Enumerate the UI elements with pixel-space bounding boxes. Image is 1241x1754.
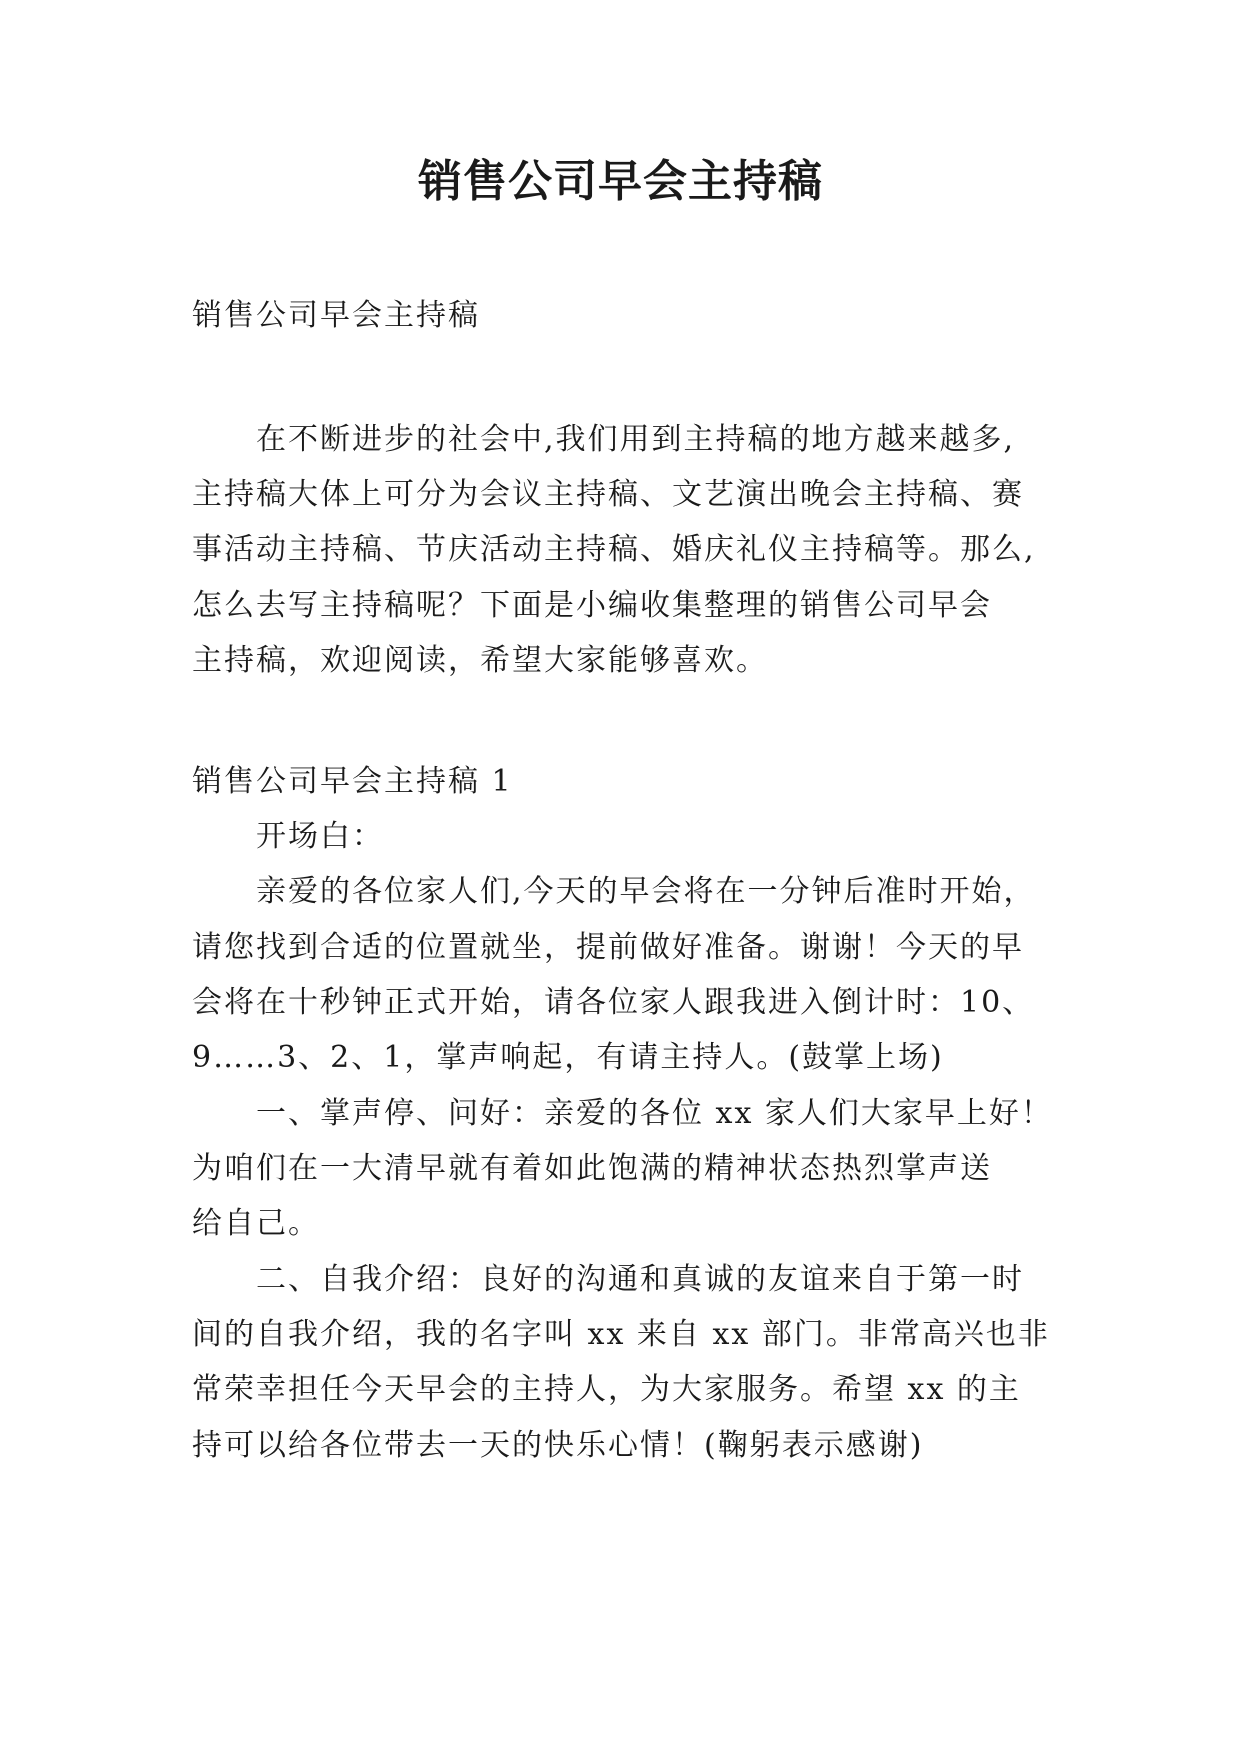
body-line: 请您找到合适的位置就坐，提前做好准备。谢谢！今天的早 [192,930,1024,965]
body-line: 亲爱的各位家人们,今天的早会将在一分钟后准时开始， [256,874,1036,909]
body-line: 9……3、2、1，掌声响起，有请主持人。(鼓掌上场) [192,1040,944,1075]
body-line: 开场白： [256,819,384,854]
body-line: 一、掌声停、问好：亲爱的各位 xx 家人们大家早上好！ [256,1096,1053,1131]
section-heading: 销售公司早会主持稿 1 [192,764,513,799]
document-title: 销售公司早会主持稿 [418,156,823,207]
intro-line: 在不断进步的社会中,我们用到主持稿的地方越来越多, [256,422,1016,457]
body-line: 给自己。 [192,1206,320,1241]
intro-line: 主持稿，欢迎阅读，希望大家能够喜欢。 [192,643,768,678]
body-line: 持可以给各位带去一天的快乐心情！(鞠躬表示感谢) [192,1428,924,1463]
intro-line: 事活动主持稿、节庆活动主持稿、婚庆礼仪主持稿等。那么, [192,532,1036,567]
intro-line: 怎么去写主持稿呢？下面是小编收集整理的销售公司早会 [192,588,992,623]
body-line: 常荣幸担任今天早会的主持人，为大家服务。希望 xx 的主 [192,1372,1021,1407]
body-line: 会将在十秒钟正式开始，请各位家人跟我进入倒计时：10、 [192,985,1035,1020]
body-line: 二、自我介绍：良好的沟通和真诚的友谊来自于第一时 [256,1262,1024,1297]
intro-line: 主持稿大体上可分为会议主持稿、文艺演出晚会主持稿、赛 [192,477,1024,512]
body-line: 间的自我介绍，我的名字叫 xx 来自 xx 部门。非常高兴也非 [192,1317,1050,1352]
document-subtitle: 销售公司早会主持稿 [192,298,480,333]
body-line: 为咱们在一大清早就有着如此饱满的精神状态热烈掌声送 [192,1151,992,1186]
